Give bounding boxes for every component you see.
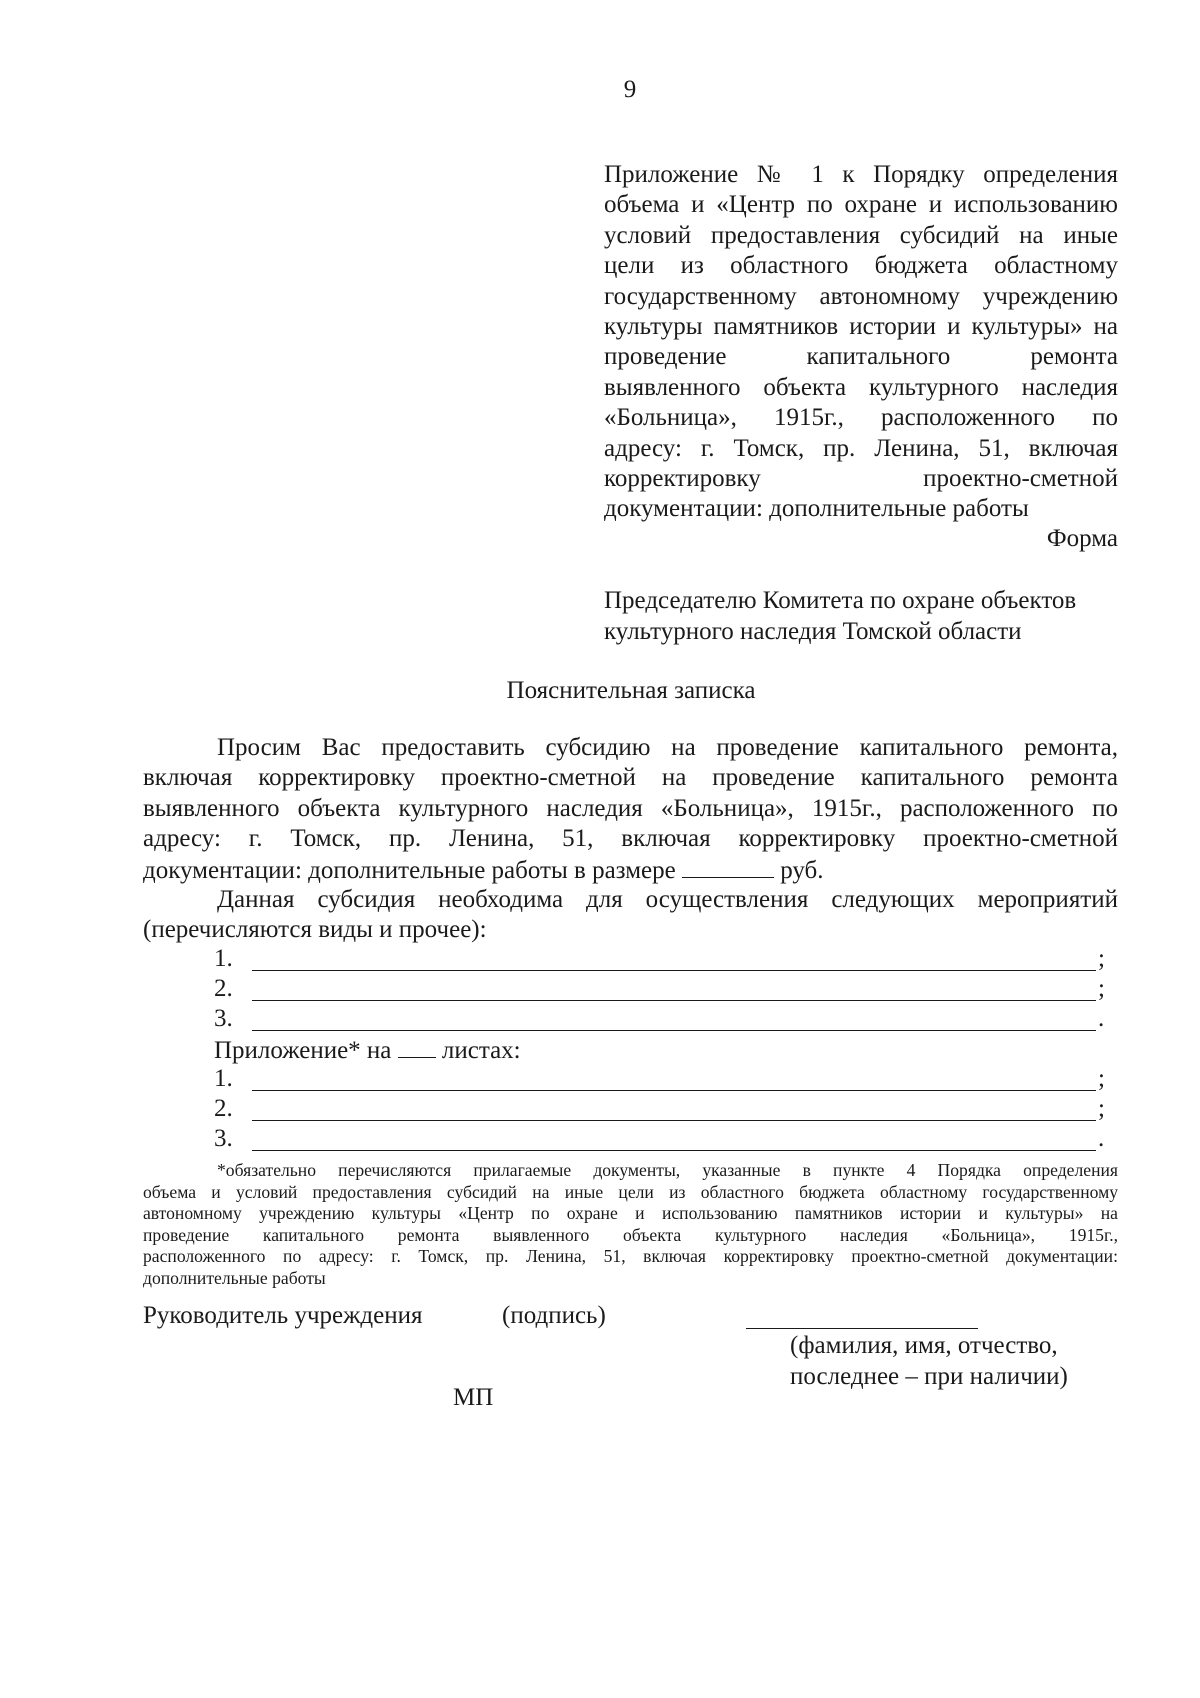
appendix-line: культуры памятников истории и культуры» на — [604, 313, 1118, 341]
attachment-blank-line[interactable] — [252, 1120, 1096, 1121]
footnote-line: *обязательно перечисляются прилагаемые документы, указанные в пункте 4 Порядка определения — [217, 1160, 1118, 1180]
attachment-punctuation: ; — [1098, 1065, 1105, 1092]
footnote-line: проведение капитального ремонта выявленного объекта культурного наследия «Больница», 1915г., — [143, 1224, 1118, 1245]
attachment-punctuation: . — [1098, 1125, 1105, 1152]
attachment-number: 2. — [214, 1095, 233, 1122]
name-blank-line[interactable] — [746, 1328, 978, 1329]
amount-prefix: документации: дополнительные работы в размере — [143, 856, 676, 884]
activity-punctuation: ; — [1098, 975, 1105, 1002]
appendix-line: условий предоставления субсидий на иные — [604, 221, 1118, 249]
attachments-prefix: Приложение* на — [214, 1037, 392, 1064]
purpose-line: (перечисляются виды и прочее): — [143, 916, 487, 944]
signature-label: Руководитель учреждения — [143, 1302, 423, 1329]
appendix-line: корректировку проектно-сметной — [604, 465, 1118, 493]
activity-punctuation: ; — [1098, 945, 1105, 972]
appendix-line: документации: дополнительные работы — [604, 495, 1029, 523]
footnote-line: автономному учреждению культуры «Центр по охране и использованию памятников истории и культуры» на — [143, 1203, 1118, 1223]
attachment-blank-line[interactable] — [252, 1090, 1096, 1091]
request-amount-line — [143, 855, 1118, 886]
footnote-line: объема и условий предоставления субсидий на иные цели из областного бюджета областному государственному — [143, 1181, 1118, 1202]
attachment-item — [214, 1065, 1118, 1095]
appendix-line: государственному автономному учреждению — [604, 282, 1118, 310]
attachments-count — [214, 1035, 521, 1065]
signature-hint: (подпись) — [502, 1302, 606, 1329]
name-hint-line: (фамилия, имя, отчество, — [790, 1332, 1058, 1359]
attachment-punctuation: ; — [1098, 1095, 1105, 1122]
activity-number: 2. — [214, 975, 233, 1002]
addressee — [604, 585, 1124, 647]
request-paragraph — [143, 733, 1118, 886]
purpose-paragraph — [143, 885, 1118, 946]
appendix-line: проведение капитального ремонта — [604, 343, 1118, 371]
appendix-line: «Больница», 1915г., расположенного по — [604, 404, 1118, 432]
appendix-line: объема и «Центр по охране и использованию — [604, 191, 1118, 219]
attachment-item — [214, 1095, 1118, 1125]
attachment-number: 1. — [214, 1065, 233, 1092]
activity-item — [214, 1005, 1118, 1035]
attachments-suffix: листах: — [441, 1037, 521, 1064]
footnote-line: дополнительные работы — [143, 1267, 326, 1288]
page-number: 9 — [623, 76, 637, 103]
amount-blank[interactable] — [682, 855, 774, 878]
attachment-number: 3. — [214, 1125, 233, 1152]
request-line: Просим Вас предоставить субсидию на проведение капитального ремонта, — [217, 734, 1118, 761]
purpose-line: Данная субсидия необходима для осуществления следующих мероприятий — [217, 886, 1118, 913]
stamp-placeholder: МП — [453, 1384, 494, 1411]
activity-number: 3. — [214, 1005, 233, 1032]
appendix-line: адресу: г. Томск, пр. Ленина, 51, включая — [604, 434, 1118, 462]
document-title: Пояснительная записка — [506, 677, 756, 704]
name-hint-line: последнее – при наличии) — [790, 1363, 1068, 1390]
attachment-item — [214, 1125, 1118, 1155]
request-line: включая корректировку проектно-сметной на проведение капитального ремонта — [143, 764, 1118, 792]
appendix-line: выявленного объекта культурного наследия — [604, 373, 1118, 401]
activity-punctuation: . — [1098, 1005, 1105, 1032]
activity-item — [214, 945, 1118, 975]
activity-number: 1. — [214, 945, 233, 972]
request-line: выявленного объекта культурного наследия «Больница», 1915г., расположенного по — [143, 794, 1118, 822]
addressee-line: Председателю Комитета по охране объектов — [604, 587, 1077, 614]
appendix-header — [604, 160, 1118, 525]
footnote-line: расположенного по адресу: г. Томск, пр. Ленина, 51, включая корректировку проектно-сметной документации: — [143, 1246, 1118, 1266]
activity-blank-line[interactable] — [252, 1000, 1096, 1001]
activity-blank-line[interactable] — [252, 1030, 1096, 1031]
activity-item — [214, 975, 1118, 1005]
request-line: адресу: г. Томск, пр. Ленина, 51, включая корректировку проектно-сметной — [143, 825, 1118, 853]
form-label: Форма — [1046, 525, 1118, 552]
activity-blank-line[interactable] — [252, 970, 1096, 971]
attachment-blank-line[interactable] — [252, 1150, 1096, 1151]
appendix-line: цели из областного бюджета областному — [604, 252, 1118, 280]
amount-suffix: руб. — [780, 856, 824, 884]
sheets-count-blank[interactable] — [398, 1035, 436, 1058]
name-hint — [790, 1330, 1090, 1392]
addressee-line: культурного наследия Томской области — [604, 618, 1022, 645]
footnote — [143, 1160, 1118, 1289]
appendix-line: Приложение № 1 к Порядку определения — [604, 161, 1118, 188]
